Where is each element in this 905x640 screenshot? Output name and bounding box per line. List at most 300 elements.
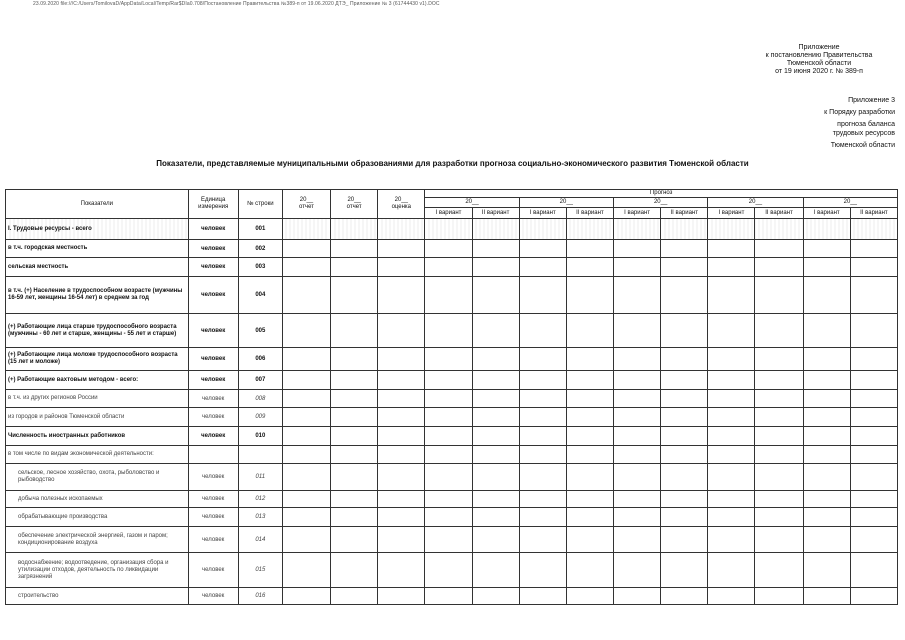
table-row [6, 464, 898, 491]
value-cell[interactable] [755, 240, 803, 258]
value-cell[interactable] [614, 390, 661, 408]
value-cell[interactable] [472, 258, 519, 277]
value-cell[interactable] [661, 258, 708, 277]
indicators-table [5, 189, 898, 605]
value-cell[interactable] [755, 464, 803, 491]
value-cell[interactable] [850, 408, 897, 427]
value-cell[interactable] [282, 314, 330, 348]
value-cell[interactable] [566, 464, 613, 491]
value-cell[interactable] [614, 240, 661, 258]
value-cell[interactable] [472, 348, 519, 371]
value-cell[interactable] [850, 491, 897, 508]
value-cell[interactable] [331, 277, 378, 314]
table-row [6, 390, 898, 408]
line-number-cell: 011 [238, 464, 282, 491]
line-number-cell: 008 [238, 390, 282, 408]
header-variant-2: II вариант [566, 208, 613, 219]
value-cell[interactable] [850, 371, 897, 390]
value-cell[interactable] [378, 277, 425, 314]
unit-cell: человек [188, 240, 238, 258]
value-cell[interactable] [378, 553, 425, 588]
value-cell[interactable] [755, 491, 803, 508]
value-cell[interactable] [755, 371, 803, 390]
value-cell[interactable] [803, 408, 850, 427]
value-cell[interactable] [755, 527, 803, 553]
value-cell[interactable] [850, 390, 897, 408]
value-cell[interactable] [566, 491, 613, 508]
year-type: отчет [299, 204, 314, 210]
indicator-name: обеспечение электрической энергией, газом и паром; кондиционирование воздуха [6, 527, 189, 553]
value-cell[interactable] [331, 240, 378, 258]
value-cell[interactable] [850, 240, 897, 258]
year-type: отчет [346, 204, 362, 210]
year-placeholder: 20__ [347, 197, 361, 203]
value-cell[interactable] [519, 508, 566, 527]
value-cell[interactable] [755, 277, 803, 314]
value-cell[interactable] [425, 527, 472, 553]
value-cell[interactable] [566, 408, 613, 427]
value-cell[interactable] [331, 553, 378, 588]
value-cell[interactable] [614, 258, 661, 277]
value-cell[interactable] [425, 240, 472, 258]
unit-cell: человек [188, 314, 238, 348]
value-cell[interactable] [850, 258, 897, 277]
value-cell[interactable] [803, 258, 850, 277]
value-cell[interactable] [472, 527, 519, 553]
value-cell[interactable] [282, 588, 330, 605]
value-cell[interactable] [519, 371, 566, 390]
value-cell[interactable] [282, 491, 330, 508]
value-cell[interactable] [425, 277, 472, 314]
value-cell[interactable] [472, 588, 519, 605]
value-cell[interactable] [472, 553, 519, 588]
line-number-cell [238, 446, 282, 464]
value-cell[interactable] [708, 408, 755, 427]
value-cell[interactable] [378, 527, 425, 553]
document-title: Показатели, представляемые муниципальными образованиями для разработки прогноза социально-экономического развития Тюменской области [156, 159, 749, 168]
value-cell[interactable] [331, 390, 378, 408]
table-row [6, 348, 898, 371]
indicator-name: в т.ч. городская местность [6, 240, 189, 258]
value-cell[interactable] [519, 491, 566, 508]
value-cell[interactable] [661, 464, 708, 491]
value-cell[interactable] [282, 427, 330, 446]
line-number-cell: 014 [238, 527, 282, 553]
value-cell[interactable] [425, 258, 472, 277]
value-cell[interactable] [425, 314, 472, 348]
value-cell[interactable] [803, 588, 850, 605]
header-forecast-year-5: 20__ [803, 198, 897, 208]
value-cell[interactable] [472, 314, 519, 348]
value-cell[interactable] [331, 446, 378, 464]
value-cell[interactable] [566, 240, 613, 258]
value-cell[interactable] [803, 508, 850, 527]
value-cell[interactable] [331, 348, 378, 371]
value-cell[interactable] [282, 371, 330, 390]
unit-cell: человек [188, 553, 238, 588]
table-row [6, 553, 898, 588]
value-cell[interactable] [803, 464, 850, 491]
value-cell[interactable] [378, 314, 425, 348]
value-cell[interactable] [803, 446, 850, 464]
header-variant-1: I вариант [614, 208, 661, 219]
value-cell[interactable] [566, 553, 613, 588]
value-cell[interactable] [566, 219, 613, 240]
value-cell[interactable] [378, 508, 425, 527]
value-cell[interactable] [708, 258, 755, 277]
value-cell[interactable] [519, 277, 566, 314]
header-year-report-2 [331, 190, 378, 219]
value-cell[interactable] [803, 371, 850, 390]
value-cell[interactable] [472, 390, 519, 408]
value-cell[interactable] [708, 371, 755, 390]
indicator-name: (+) Работающие лица моложе трудоспособного возраста (15 лет и моложе) [6, 348, 189, 371]
table-body [6, 219, 898, 605]
value-cell[interactable] [282, 258, 330, 277]
value-cell[interactable] [850, 314, 897, 348]
header-variant-2: II вариант [661, 208, 708, 219]
value-cell[interactable] [755, 219, 803, 240]
header-variant-1: I вариант [708, 208, 755, 219]
value-cell[interactable] [708, 390, 755, 408]
value-cell[interactable] [519, 390, 566, 408]
value-cell[interactable] [566, 588, 613, 605]
appendix-line: трудовых ресурсов [832, 130, 895, 137]
value-cell[interactable] [378, 240, 425, 258]
value-cell[interactable] [472, 427, 519, 446]
value-cell[interactable] [708, 491, 755, 508]
value-cell[interactable] [614, 314, 661, 348]
value-cell[interactable] [803, 427, 850, 446]
value-cell[interactable] [755, 588, 803, 605]
value-cell[interactable] [755, 446, 803, 464]
value-cell[interactable] [331, 508, 378, 527]
value-cell[interactable] [614, 408, 661, 427]
value-cell[interactable] [661, 240, 708, 258]
value-cell[interactable] [755, 314, 803, 348]
indicator-name: сельская местность [6, 258, 189, 277]
value-cell[interactable] [331, 258, 378, 277]
value-cell[interactable] [708, 314, 755, 348]
value-cell[interactable] [472, 371, 519, 390]
unit-cell: человек [188, 277, 238, 314]
value-cell[interactable] [331, 427, 378, 446]
value-cell[interactable] [519, 446, 566, 464]
unit-cell: человек [188, 390, 238, 408]
value-cell[interactable] [425, 408, 472, 427]
value-cell[interactable] [850, 219, 897, 240]
value-cell[interactable] [803, 527, 850, 553]
value-cell[interactable] [519, 527, 566, 553]
unit-cell: человек [188, 258, 238, 277]
value-cell[interactable] [708, 277, 755, 314]
value-cell[interactable] [661, 390, 708, 408]
header-forecast-year-1: 20__ [425, 198, 519, 208]
indicator-name: обрабатывающие производства [6, 508, 189, 527]
value-cell[interactable] [282, 390, 330, 408]
value-cell[interactable] [519, 258, 566, 277]
value-cell[interactable] [378, 408, 425, 427]
value-cell[interactable] [331, 588, 378, 605]
line-number-cell: 015 [238, 553, 282, 588]
value-cell[interactable] [708, 240, 755, 258]
print-header-path: 23.09.2020 file:///C:/Users/TomilovaD/AppData/Local/Temp/Rar$DIa0.708/Постановление Правительства №389-п от 19.06.2020 ДТЭ_ Приложение № 3 (61744430 v1).DOC [33, 1, 440, 7]
value-cell[interactable] [614, 277, 661, 314]
appendix-line: Тюменской области [830, 142, 895, 149]
value-cell[interactable] [661, 446, 708, 464]
value-cell[interactable] [803, 314, 850, 348]
header-forecast-year-2: 20__ [519, 198, 613, 208]
header-variant-1: I вариант [425, 208, 472, 219]
value-cell[interactable] [378, 588, 425, 605]
line-number-cell: 003 [238, 258, 282, 277]
value-cell[interactable] [566, 427, 613, 446]
header-forecast: Прогноз [425, 190, 898, 198]
value-cell[interactable] [425, 491, 472, 508]
value-cell[interactable] [850, 527, 897, 553]
unit-cell: человек [188, 219, 238, 240]
value-cell[interactable] [519, 219, 566, 240]
value-cell[interactable] [850, 588, 897, 605]
value-cell[interactable] [331, 314, 378, 348]
value-cell[interactable] [803, 553, 850, 588]
value-cell[interactable] [472, 508, 519, 527]
line-number-cell: 002 [238, 240, 282, 258]
value-cell[interactable] [331, 371, 378, 390]
header-variant-2: II вариант [755, 208, 803, 219]
value-cell[interactable] [519, 240, 566, 258]
value-cell[interactable] [566, 371, 613, 390]
value-cell[interactable] [661, 348, 708, 371]
value-cell[interactable] [614, 446, 661, 464]
value-cell[interactable] [472, 464, 519, 491]
value-cell[interactable] [566, 446, 613, 464]
value-cell[interactable] [425, 508, 472, 527]
value-cell[interactable] [425, 464, 472, 491]
value-cell[interactable] [661, 508, 708, 527]
value-cell[interactable] [519, 348, 566, 371]
indicator-name: из городов и районов Тюменской области [6, 408, 189, 427]
value-cell[interactable] [850, 348, 897, 371]
value-cell[interactable] [425, 553, 472, 588]
appendix-line: прогноза баланса [837, 121, 895, 128]
value-cell[interactable] [661, 427, 708, 446]
unit-cell: человек [188, 527, 238, 553]
value-cell[interactable] [425, 371, 472, 390]
value-cell[interactable] [614, 427, 661, 446]
value-cell[interactable] [331, 219, 378, 240]
value-cell[interactable] [803, 348, 850, 371]
value-cell[interactable] [566, 348, 613, 371]
indicator-name: добыча полезных ископаемых [6, 491, 189, 508]
table-row [6, 408, 898, 427]
header-indicators: Показатели [6, 190, 189, 219]
header-forecast-year-4: 20__ [708, 198, 803, 208]
value-cell[interactable] [708, 553, 755, 588]
value-cell[interactable] [566, 527, 613, 553]
value-cell[interactable] [803, 491, 850, 508]
value-cell[interactable] [708, 219, 755, 240]
value-cell[interactable] [661, 219, 708, 240]
value-cell[interactable] [519, 553, 566, 588]
appendix-line: от 19 июня 2020 г. № 389-п [775, 68, 863, 75]
indicator-name: в т.ч. (+) Население в трудоспособном возрасте (мужчины 16-59 лет, женщины 16-54 лет) в среднем за год [6, 277, 189, 314]
value-cell[interactable] [614, 491, 661, 508]
value-cell[interactable] [472, 491, 519, 508]
value-cell[interactable] [850, 446, 897, 464]
value-cell[interactable] [566, 277, 613, 314]
line-number-cell: 009 [238, 408, 282, 427]
table-row [6, 314, 898, 348]
header-unit: Единица измерения [188, 190, 238, 219]
value-cell[interactable] [566, 508, 613, 527]
table-row [6, 277, 898, 314]
value-cell[interactable] [282, 277, 330, 314]
appendix-line: Приложение 3 [848, 97, 895, 104]
year-placeholder: 20__ [299, 197, 314, 203]
value-cell[interactable] [850, 277, 897, 314]
value-cell[interactable] [425, 348, 472, 371]
value-cell[interactable] [755, 408, 803, 427]
indicator-name: строительство [6, 588, 189, 605]
value-cell[interactable] [755, 348, 803, 371]
value-cell[interactable] [850, 508, 897, 527]
value-cell[interactable] [425, 390, 472, 408]
value-cell[interactable] [378, 491, 425, 508]
value-cell[interactable] [708, 446, 755, 464]
value-cell[interactable] [614, 527, 661, 553]
unit-cell: человек [188, 371, 238, 390]
value-cell[interactable] [661, 408, 708, 427]
value-cell[interactable] [803, 240, 850, 258]
value-cell[interactable] [661, 553, 708, 588]
value-cell[interactable] [472, 408, 519, 427]
value-cell[interactable] [755, 508, 803, 527]
value-cell[interactable] [803, 219, 850, 240]
value-cell[interactable] [566, 314, 613, 348]
value-cell[interactable] [755, 390, 803, 408]
header-line-number: № строки [238, 190, 282, 219]
value-cell[interactable] [425, 427, 472, 446]
value-cell[interactable] [661, 588, 708, 605]
value-cell[interactable] [661, 371, 708, 390]
value-cell[interactable] [378, 446, 425, 464]
value-cell[interactable] [378, 371, 425, 390]
header-year-estimate [378, 190, 425, 219]
value-cell[interactable] [472, 446, 519, 464]
line-number-cell: 013 [238, 508, 282, 527]
value-cell[interactable] [519, 464, 566, 491]
table-row [6, 240, 898, 258]
value-cell[interactable] [282, 553, 330, 588]
value-cell[interactable] [331, 408, 378, 427]
value-cell[interactable] [519, 408, 566, 427]
value-cell[interactable] [378, 348, 425, 371]
value-cell[interactable] [425, 588, 472, 605]
indicator-name: водоснабжение; водоотведение, организация сбора и утилизации отходов, деятельность по ликвидации загрязнений [6, 553, 189, 588]
value-cell[interactable] [708, 527, 755, 553]
value-cell[interactable] [755, 553, 803, 588]
value-cell[interactable] [708, 588, 755, 605]
value-cell[interactable] [282, 527, 330, 553]
value-cell[interactable] [661, 527, 708, 553]
value-cell[interactable] [614, 553, 661, 588]
table-row [6, 427, 898, 446]
value-cell[interactable] [803, 390, 850, 408]
value-cell[interactable] [331, 491, 378, 508]
value-cell[interactable] [661, 491, 708, 508]
value-cell[interactable] [614, 508, 661, 527]
header-variant-2: II вариант [472, 208, 519, 219]
appendix-note-3 [755, 96, 895, 150]
value-cell[interactable] [614, 588, 661, 605]
value-cell[interactable] [282, 219, 330, 240]
value-cell[interactable] [519, 588, 566, 605]
value-cell[interactable] [378, 219, 425, 240]
value-cell[interactable] [708, 464, 755, 491]
value-cell[interactable] [614, 464, 661, 491]
value-cell[interactable] [378, 258, 425, 277]
value-cell[interactable] [519, 314, 566, 348]
value-cell[interactable] [425, 219, 472, 240]
value-cell[interactable] [282, 508, 330, 527]
value-cell[interactable] [519, 427, 566, 446]
appendix-note-main [669, 44, 889, 76]
value-cell[interactable] [755, 258, 803, 277]
value-cell[interactable] [282, 348, 330, 371]
value-cell[interactable] [708, 427, 755, 446]
value-cell[interactable] [755, 427, 803, 446]
unit-cell: человек [188, 348, 238, 371]
value-cell[interactable] [282, 446, 330, 464]
table-row [6, 588, 898, 605]
value-cell[interactable] [614, 371, 661, 390]
value-cell[interactable] [331, 464, 378, 491]
value-cell[interactable] [614, 219, 661, 240]
value-cell[interactable] [661, 314, 708, 348]
value-cell[interactable] [566, 258, 613, 277]
year-type: оценка [391, 204, 412, 210]
value-cell[interactable] [708, 348, 755, 371]
table-row [6, 371, 898, 390]
value-cell[interactable] [850, 553, 897, 588]
indicator-name: (+) Работающие лица старше трудоспособного возраста (мужчины - 60 лет и старше, женщины - 55 лет и старше) [6, 314, 189, 348]
table-row [6, 219, 898, 240]
value-cell[interactable] [378, 464, 425, 491]
value-cell[interactable] [472, 219, 519, 240]
value-cell[interactable] [850, 427, 897, 446]
value-cell[interactable] [850, 464, 897, 491]
value-cell[interactable] [378, 427, 425, 446]
appendix-line: к постановлению Правительства [765, 52, 873, 59]
value-cell[interactable] [472, 277, 519, 314]
value-cell[interactable] [472, 240, 519, 258]
value-cell[interactable] [282, 240, 330, 258]
appendix-line: к Порядку разработки [824, 109, 895, 116]
header-variant-2: II вариант [850, 208, 897, 219]
value-cell[interactable] [282, 408, 330, 427]
value-cell[interactable] [425, 446, 472, 464]
value-cell[interactable] [378, 390, 425, 408]
value-cell[interactable] [331, 527, 378, 553]
value-cell[interactable] [661, 277, 708, 314]
value-cell[interactable] [708, 508, 755, 527]
value-cell[interactable] [803, 277, 850, 314]
line-number-cell: 004 [238, 277, 282, 314]
value-cell[interactable] [566, 390, 613, 408]
value-cell[interactable] [282, 464, 330, 491]
value-cell[interactable] [614, 348, 661, 371]
